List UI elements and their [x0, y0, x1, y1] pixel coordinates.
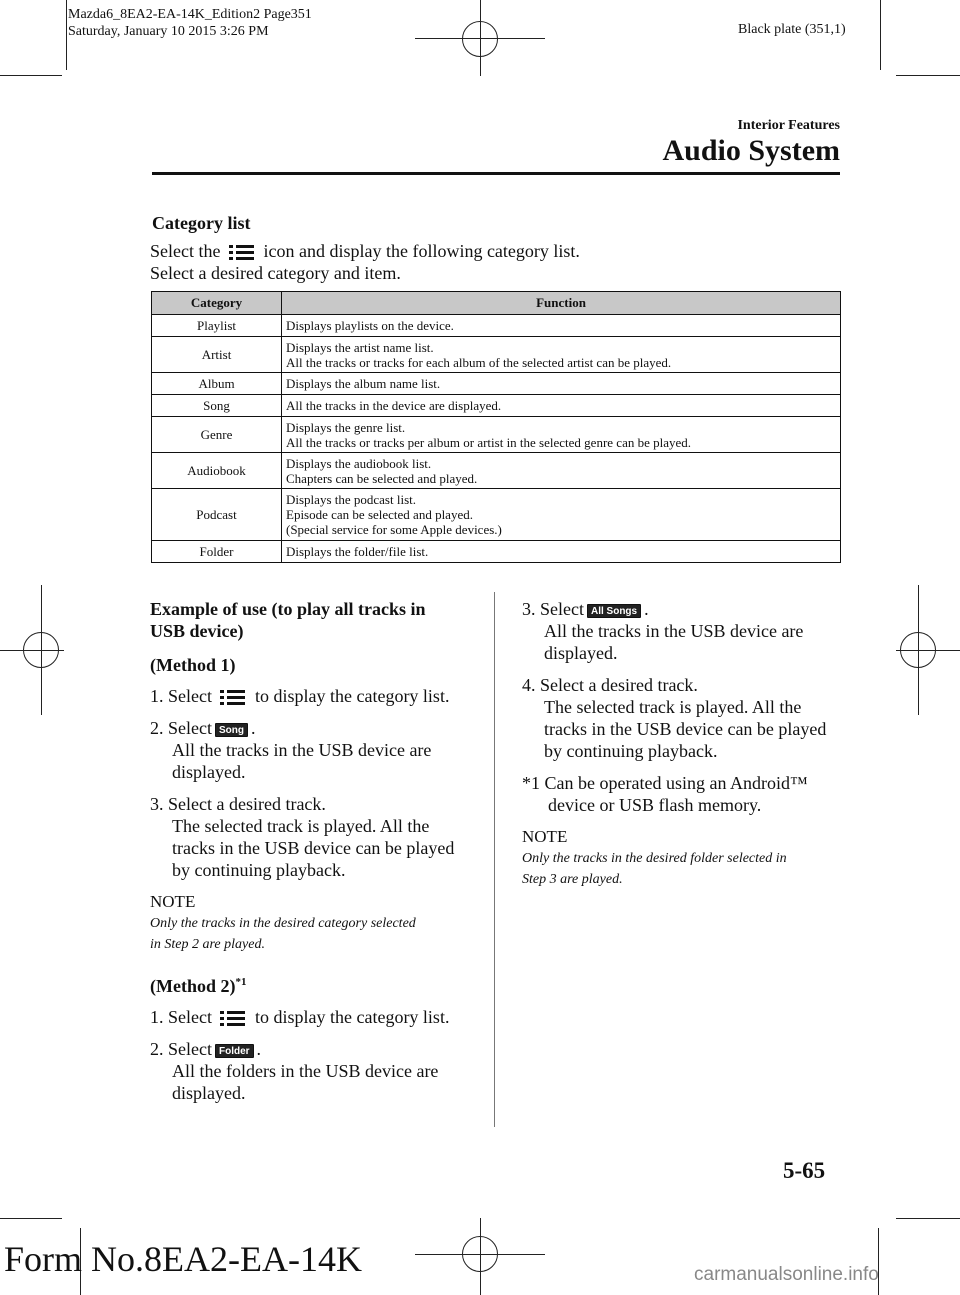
section-label: Interior Features [737, 118, 840, 133]
table-cell-category: Podcast [152, 489, 282, 541]
method1-step3-line2: The selected track is played. All the [172, 816, 430, 836]
method2-title-footnote-mark: *1 [235, 976, 247, 988]
function-line: Displays playlists on the device. [286, 318, 454, 333]
method1-step3-line4: by continuing playback. [172, 860, 346, 880]
table-row [152, 417, 841, 453]
method2-step4-line2: The selected track is played. All the [544, 697, 802, 717]
header-rule [152, 172, 840, 175]
print-info [68, 6, 312, 40]
footnote-line2: device or USB flash memory. [548, 795, 762, 815]
table-row [152, 489, 841, 541]
function-line: All the tracks or tracks per album or artist in the selected genre can be played. [286, 434, 692, 450]
method2-step1-pre: 1. Select [150, 1007, 212, 1027]
method2-title-text: (Method 2) [150, 976, 236, 996]
list-icon [220, 1010, 246, 1028]
function-line: All the tracks or tracks for each album of the selected artist can be played. [286, 354, 672, 370]
table-cell-function [282, 417, 841, 453]
method1-step2-pre: 2. Select [150, 718, 212, 738]
example-heading-line1: Example of use (to play all tracks in [150, 599, 426, 619]
method1-step3-line1: 3. Select a desired track. [150, 794, 326, 814]
footnote [522, 772, 842, 816]
table-cell-category: Album [152, 373, 282, 395]
table-header-function: Function [282, 292, 841, 315]
all-songs-button: All Songs [587, 604, 641, 618]
method1-step3 [150, 793, 490, 881]
method1-note-line1: Only the tracks in the desired category selected [150, 916, 416, 931]
method2-step2 [150, 1038, 490, 1104]
function-line: Episode can be selected and played. [286, 507, 473, 522]
table-cell-function [282, 489, 841, 541]
function-line: Displays the audiobook list. [286, 455, 432, 471]
method2-step1-post: to display the category list. [254, 1007, 450, 1027]
method1-step2-line3: displayed. [172, 762, 246, 782]
method2-step4-line1: 4. Select a desired track. [522, 675, 698, 695]
function-line: Displays the folder/file list. [286, 544, 429, 559]
table-cell-function [282, 337, 841, 373]
table-cell-category: Song [152, 395, 282, 417]
method2-step4-line3: tracks in the USB device can be played [544, 719, 827, 739]
method2-step4 [522, 674, 842, 762]
method1-step2-post: . [250, 718, 256, 738]
method1-step2 [150, 717, 490, 783]
table-cell-category: Genre [152, 417, 282, 453]
method2-note-line1: Only the tracks in the desired folder selected in [522, 851, 787, 866]
table-header-category: Category [152, 292, 282, 315]
function-line: All the tracks in the device are displayed. [286, 398, 502, 413]
category-table [151, 291, 841, 563]
footnote-line1: *1 Can be operated using an Android™ [522, 773, 808, 793]
method2-step3-post: . [644, 599, 649, 619]
table-row [152, 373, 841, 395]
table-row [152, 395, 841, 417]
column-divider [494, 592, 495, 1127]
intro-pre: Select the [150, 241, 221, 261]
method2-step3-pre: 3. Select [522, 599, 584, 619]
table-cell-function [282, 315, 841, 337]
form-number: Form No.8EA2-EA-14K [4, 1239, 362, 1279]
table-row [152, 541, 841, 563]
function-line: Displays the album name list. [286, 376, 441, 391]
method1-title: (Method 1) [150, 655, 236, 675]
method1-step2-line2: All the tracks in the USB device are [172, 740, 432, 760]
table-cell-function [282, 373, 841, 395]
method2-note-heading: NOTE [522, 827, 568, 846]
method2-step2-pre: 2. Select [150, 1039, 212, 1059]
method2-note-line2: Step 3 are played. [522, 872, 623, 887]
table-cell-category: Folder [152, 541, 282, 563]
print-timestamp: Saturday, January 10 2015 3:26 PM [68, 24, 269, 39]
method1-step1 [150, 685, 490, 707]
table-row [152, 337, 841, 373]
table-cell-category: Artist [152, 337, 282, 373]
example-heading-line2: USB device) [150, 621, 244, 641]
method1-note-line2: in Step 2 are played. [150, 937, 265, 952]
method2-step4-line4: by continuing playback. [544, 741, 718, 761]
method2-step2-line3: displayed. [172, 1083, 246, 1103]
method2-step1 [150, 1006, 490, 1028]
method1-step1-post: to display the category list. [254, 686, 450, 706]
table-cell-category: Audiobook [152, 453, 282, 489]
black-plate-label: Black plate (351,1) [738, 22, 846, 37]
function-line: Displays the artist name list. [286, 339, 434, 355]
print-file-name: Mazda6_8EA2-EA-14K_Edition2 Page351 [68, 7, 312, 22]
method1-note-heading: NOTE [150, 892, 196, 911]
section-title: Audio System [662, 134, 840, 167]
watermark: carmanualsonline.info [694, 1264, 879, 1285]
method2-step3 [522, 598, 842, 664]
list-icon [220, 689, 246, 707]
table-header-row [152, 292, 841, 315]
function-line: Displays the genre list. [286, 419, 406, 435]
method2-title [150, 971, 490, 997]
table-cell-function [282, 453, 841, 489]
method2-step3-line3: displayed. [544, 643, 618, 663]
example-left-column [150, 598, 490, 1104]
song-button: Song [215, 723, 248, 737]
list-icon [229, 244, 255, 262]
intro-line2: Select a desired category and item. [150, 263, 401, 283]
page-number: 5-65 [783, 1158, 826, 1183]
category-list-intro [150, 240, 580, 284]
intro-post: icon and display the following category list. [263, 241, 580, 261]
method1-step3-line3: tracks in the USB device can be played [172, 838, 455, 858]
category-list-heading: Category list [152, 213, 251, 233]
table-row [152, 453, 841, 489]
table-cell-category: Playlist [152, 315, 282, 337]
example-right-column [522, 598, 842, 890]
function-line: (Special service for some Apple devices.) [286, 522, 502, 537]
function-line: Displays the podcast list. [286, 492, 416, 507]
method2-step2-post: . [256, 1039, 262, 1059]
table-cell-function [282, 541, 841, 563]
folder-button: Folder [215, 1044, 254, 1058]
method2-step2-line2: All the folders in the USB device are [172, 1061, 439, 1081]
function-line: Chapters can be selected and played. [286, 470, 478, 486]
table-cell-function [282, 395, 841, 417]
table-row [152, 315, 841, 337]
method2-step3-line2: All the tracks in the USB device are [544, 621, 804, 641]
method1-step1-pre: 1. Select [150, 686, 212, 706]
